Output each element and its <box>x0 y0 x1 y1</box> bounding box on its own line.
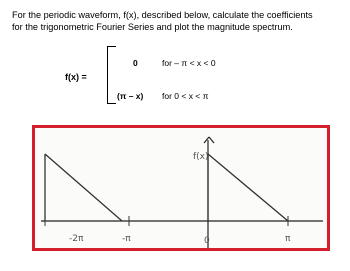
function-label: f(x) = <box>65 72 87 82</box>
waveform-ramp-2 <box>208 154 288 221</box>
piece-2-condition: for 0 < x < π <box>162 91 209 101</box>
piece-1-condition: for – π < x < 0 <box>162 58 216 68</box>
sawtooth-waveform <box>45 154 288 221</box>
piecewise-bracket <box>107 46 116 104</box>
axis-label-fx: f(x) <box>193 152 209 162</box>
tick-label-neg-2pi: -2π <box>69 234 84 244</box>
waveform-sketch <box>32 125 330 251</box>
tick-label-pi: π <box>285 234 291 244</box>
waveform-svg <box>35 128 327 248</box>
tick-label-neg-pi: -π <box>122 234 131 244</box>
piece-1-value: 0 <box>133 58 138 68</box>
problem-line-2: for the trigonometric Fourier Series and plot the magnitude spectrum. <box>12 22 293 32</box>
tick-label-zero: 0 <box>204 236 210 246</box>
waveform-ramp-1 <box>45 154 122 221</box>
problem-line-1: For the periodic waveform, f(x), described below, calculate the coefficients <box>12 10 313 20</box>
problem-statement <box>12 9 342 33</box>
piece-2-value: (π – x) <box>117 91 144 101</box>
y-axis-arrowhead-right <box>209 137 214 143</box>
